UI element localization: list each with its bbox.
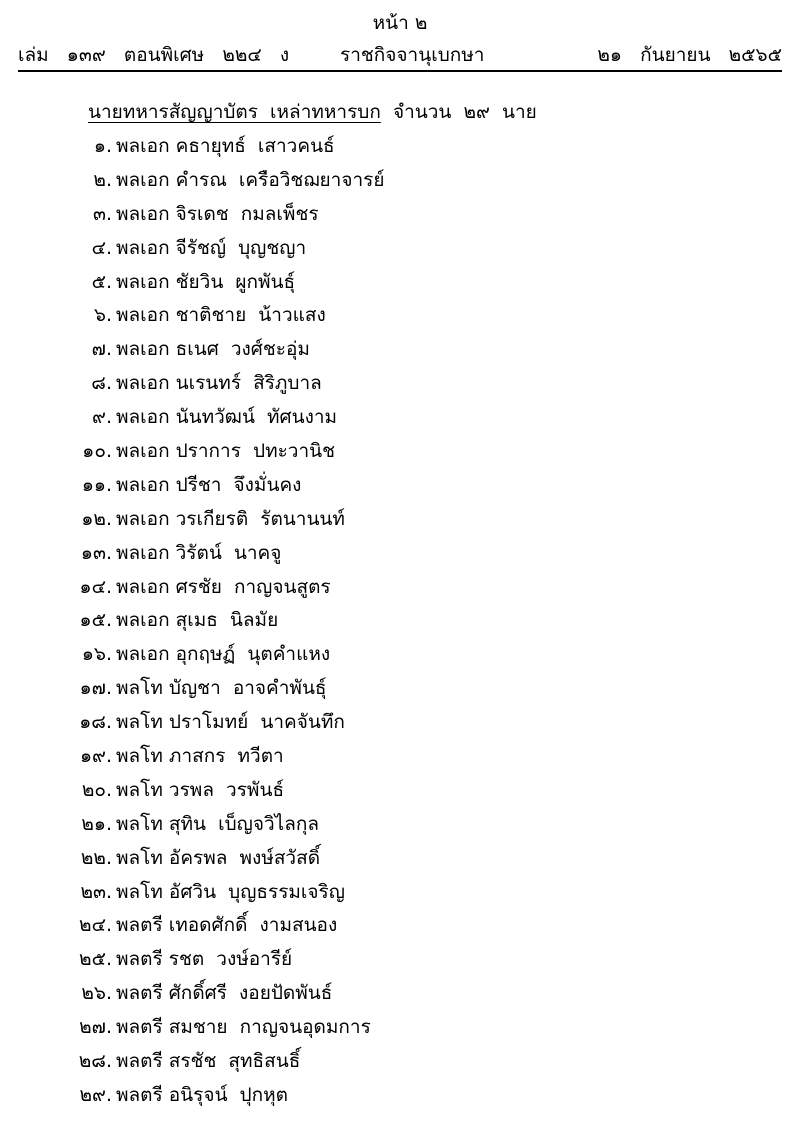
- item-number: ๘.: [91, 372, 112, 395]
- list-item: [0, 910, 800, 944]
- officer-name: พลเอก ชาติชาย น้าวแสง: [116, 304, 326, 327]
- item-number: ๑๗.: [79, 677, 112, 700]
- item-number: ๔.: [91, 236, 112, 259]
- officer-name: พลตรี อนิรุจน์ ปุกหุต: [116, 1083, 288, 1106]
- item-number: ๒๒.: [80, 846, 112, 869]
- volume-info: เล่ม ๑๓๙ ตอนพิเศษ ๒๒๔ ง: [18, 44, 290, 66]
- publication-name: ราชกิจจานุเบกษา: [340, 44, 485, 66]
- list-item: [0, 741, 800, 775]
- list-item: [0, 165, 800, 199]
- list-item: [0, 131, 800, 165]
- officer-name: พลเอก ชัยวิน ผูกพันธุ์: [116, 270, 296, 293]
- list-item: [0, 300, 800, 334]
- item-number: ๒๓.: [80, 880, 112, 903]
- list-item: [0, 334, 800, 368]
- item-number: ๙.: [92, 406, 112, 429]
- officer-name: พลเอก จีรัชญ์ บุญชญา: [116, 236, 307, 259]
- item-number: ๗.: [91, 338, 112, 361]
- item-number: ๑๖.: [81, 643, 112, 666]
- list-item: [0, 436, 800, 470]
- item-number: ๑.: [93, 135, 112, 157]
- officer-list: [0, 131, 800, 1114]
- officer-name: พลโท สุทิน เบ็ญจวิไลกุล: [116, 812, 320, 835]
- item-number: ๑๕.: [79, 609, 112, 632]
- officer-name: พลเอก ธเนศ วงศ์ชะอุ่ม: [116, 338, 310, 361]
- list-item: [0, 538, 800, 572]
- item-number: ๒๐.: [81, 778, 112, 801]
- officer-name: พลเอก ศรชัย กาญจนสูตร: [116, 575, 331, 598]
- list-item: [0, 775, 800, 809]
- list-item: [0, 368, 800, 402]
- officer-name: พลตรี สรชัช สุทธิสนธิ์: [116, 1050, 301, 1073]
- item-number: ๒๕.: [79, 948, 112, 971]
- list-item: [0, 673, 800, 707]
- list-item: [0, 470, 800, 504]
- item-number: ๑๔.: [79, 575, 112, 598]
- item-number: ๕.: [91, 270, 112, 293]
- item-number: ๑๒.: [81, 507, 112, 530]
- officer-name: พลตรี เทอดศักดิ์ งามสนอง: [116, 914, 338, 937]
- list-item: [0, 843, 800, 877]
- list-item: [0, 639, 800, 673]
- list-item: [0, 267, 800, 301]
- list-item: [0, 1012, 800, 1046]
- item-number: ๒๔.: [79, 914, 112, 937]
- officer-name: พลเอก ปรีชา จึงมั่นคง: [116, 473, 302, 496]
- item-number: ๑๓.: [80, 541, 112, 564]
- list-item: [0, 809, 800, 843]
- officer-name: พลโท ภาสกร ทวีตา: [116, 745, 284, 768]
- list-item: [0, 605, 800, 639]
- officer-name: พลเอก วรเกียรติ รัตนานนท์: [116, 507, 345, 530]
- item-number: ๒๘.: [78, 1050, 112, 1073]
- list-item: [0, 877, 800, 911]
- item-number: ๓.: [92, 202, 112, 225]
- officer-name: พลโท อัครพล พงษ์สวัสดิ์: [116, 846, 321, 869]
- item-number: ๑๐.: [82, 440, 112, 463]
- officer-name: พลโท อัศวิน บุญธรรมเจริญ: [116, 880, 345, 903]
- list-item: [0, 1080, 800, 1114]
- list-item: [0, 944, 800, 978]
- officer-name: พลเอก นเรนทร์ สิริภูบาล: [116, 372, 322, 395]
- officer-name: พลตรี รชต วงษ์อารีย์: [116, 948, 293, 971]
- officer-name: พลเอก อุกฤษฏ์ นุตคำแหง: [116, 643, 331, 666]
- item-number: ๒๑.: [81, 812, 112, 835]
- officer-name: พลตรี ศักดิ์ศรี งอยปัดพันธ์: [116, 982, 333, 1005]
- officer-name: พลเอก วิรัตน์ นาคจู: [116, 541, 282, 564]
- item-number: ๑๑.: [81, 473, 112, 496]
- item-number: ๑๙.: [79, 745, 112, 768]
- officer-name: พลตรี สมชาย กาญจนอุดมการ: [116, 1016, 371, 1039]
- officer-name: พลเอก จิรเดช กมลเพ็ชร: [116, 202, 319, 225]
- list-item: [0, 402, 800, 436]
- item-number: ๖.: [93, 304, 112, 327]
- officer-name: พลเอก สุเมธ นิลมัย: [116, 609, 279, 632]
- section-count: จำนวน ๒๙ นาย: [380, 101, 537, 123]
- officer-name: พลเอก คำรณ เครือวิชฌยาจารย์: [116, 168, 385, 191]
- officer-name: พลโท บัญชา อาจคำพันธุ์: [116, 677, 327, 700]
- list-item: [0, 233, 800, 267]
- list-item: [0, 707, 800, 741]
- list-item: [0, 572, 800, 606]
- officer-name: พลเอก คธายุทธ์ เสาวคนธ์: [116, 135, 335, 157]
- list-item: [0, 978, 800, 1012]
- item-number: ๒๙.: [79, 1083, 112, 1106]
- officer-name: พลเอก นันทวัฒน์ ทัศนงาม: [116, 406, 338, 429]
- item-number: ๒๖.: [81, 982, 112, 1005]
- page-number: หน้า ๒: [372, 12, 428, 34]
- list-item: [0, 199, 800, 233]
- section-heading: นายทหารสัญญาบัตร เหล่าทหารบก: [88, 101, 381, 123]
- header-rule: [18, 70, 782, 72]
- item-number: ๑๘.: [79, 711, 112, 734]
- list-item: [0, 1046, 800, 1080]
- publication-date: ๒๑ กันยายน ๒๕๖๕: [597, 44, 782, 66]
- officer-name: พลโท ปราโมทย์ นาคจันทึก: [116, 711, 345, 734]
- item-number: ๒๗.: [79, 1016, 112, 1039]
- item-number: ๒.: [93, 168, 112, 191]
- officer-name: พลเอก ปราการ ปทะวานิช: [116, 440, 336, 463]
- gazette-header: [18, 40, 782, 68]
- section-title: [88, 97, 537, 127]
- list-item: [0, 504, 800, 538]
- officer-name: พลโท วรพล วรพันธ์: [116, 778, 285, 801]
